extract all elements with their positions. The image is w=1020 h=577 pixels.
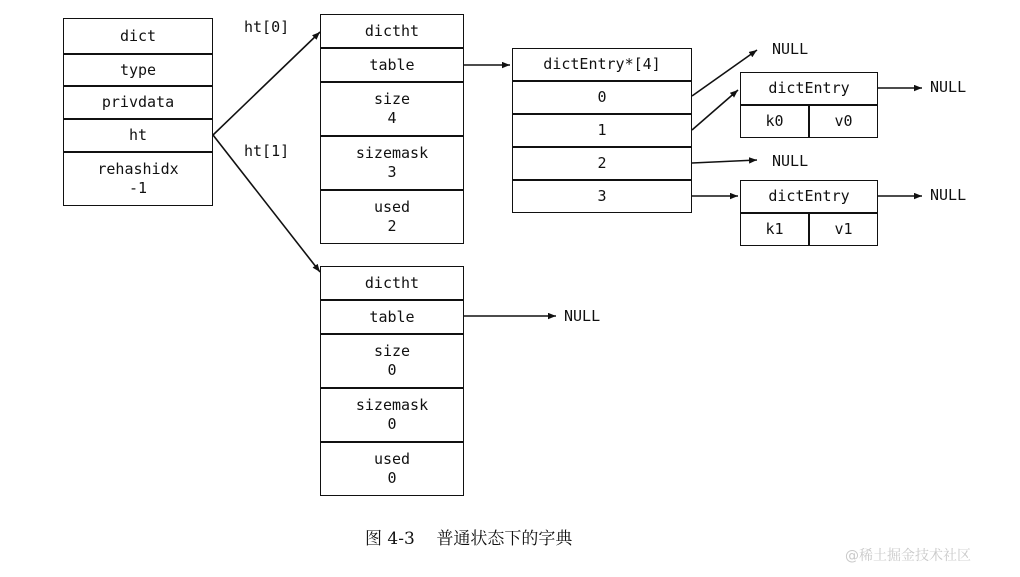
dict-field-rehashidx-value: -1 [128,179,148,197]
dict-field-type-label: type [119,60,157,79]
dict-field-privdata-label: privdata [101,93,175,112]
ht1-row-sizemask-value: 0 [387,415,397,433]
ht0-row-table [320,48,464,82]
dictentry-k1-value [809,213,878,246]
table-array-slot-1-label: 1 [597,121,607,140]
table-array-title [512,48,692,81]
dict-field-rehashidx-label: rehashidx [97,160,179,179]
ht0-row-used-label: used [373,198,411,217]
table-array-slot-0 [512,81,692,114]
table-array-slot-1 [512,114,692,147]
ht0-row-used [320,190,464,244]
dict-field-ht [63,119,213,152]
ht1-row-table [320,300,464,334]
dictentry-k0-title [740,72,878,105]
dict-field-dict-label: dict [119,26,157,45]
ht0-row-size [320,82,464,136]
ht0-row-size-label: size [373,90,411,109]
ht1-row-used-label: used [373,450,411,469]
figure-caption: 图 4-3 普通状态下的字典 [365,529,573,549]
ht0-title [320,14,464,48]
ht1-row-used-value: 0 [387,469,397,487]
slot-2-null: NULL [772,152,809,170]
edge-label-ht1: ht[1] [244,142,290,160]
dictentry-k0-next-null: NULL [930,78,967,96]
dictentry-k0-value [809,105,878,138]
ht1-row-table-label: table [369,307,415,326]
dictentry-k0-key-label: k0 [765,112,784,131]
dict-field-rehashidx [63,152,213,206]
edge-label-ht0: ht[0] [244,18,290,36]
ht1-title [320,266,464,300]
dictentry-k1-key-label: k1 [765,220,784,239]
dict-field-type [63,54,213,86]
dictentry-k1-title-label: dictEntry [768,187,850,206]
watermark: @稀土掘金技术社区 [845,548,971,564]
ht0-row-size-value: 4 [387,109,397,127]
ht0-row-used-value: 2 [387,217,397,235]
dictentry-k1-next-null: NULL [930,186,967,204]
ht0-title-label: dictht [364,21,420,40]
table-array-slot-3 [512,180,692,213]
ht1-table-null: NULL [564,307,601,325]
table-array-slot-0-label: 0 [597,88,607,107]
ht0-row-table-label: table [369,55,415,74]
table-array-slot-2-label: 2 [597,154,607,173]
table-array-title-label: dictEntry*[4] [543,55,661,74]
dict-field-privdata [63,86,213,119]
ht1-row-size-label: size [373,342,411,361]
dictentry-k1-value-label: v1 [834,220,853,239]
ht0-row-sizemask [320,136,464,190]
ht1-row-sizemask [320,388,464,442]
dictentry-k0-title-label: dictEntry [768,79,850,98]
ht1-row-sizemask-label: sizemask [355,396,429,415]
ht0-row-sizemask-label: sizemask [355,144,429,163]
dictentry-k0-key [740,105,809,138]
ht0-row-sizemask-value: 3 [387,163,397,181]
ht1-row-size [320,334,464,388]
ht1-title-label: dictht [364,273,420,292]
dictentry-k0-value-label: v0 [834,112,853,131]
ht1-row-size-value: 0 [387,361,397,379]
table-array-slot-2 [512,147,692,180]
dict-field-ht-label: ht [128,126,148,145]
slot-0-null: NULL [772,40,809,58]
dictentry-k1-key [740,213,809,246]
dict-field-dict [63,18,213,54]
dictentry-k1-title [740,180,878,213]
ht1-row-used [320,442,464,496]
table-array-slot-3-label: 3 [597,187,607,206]
